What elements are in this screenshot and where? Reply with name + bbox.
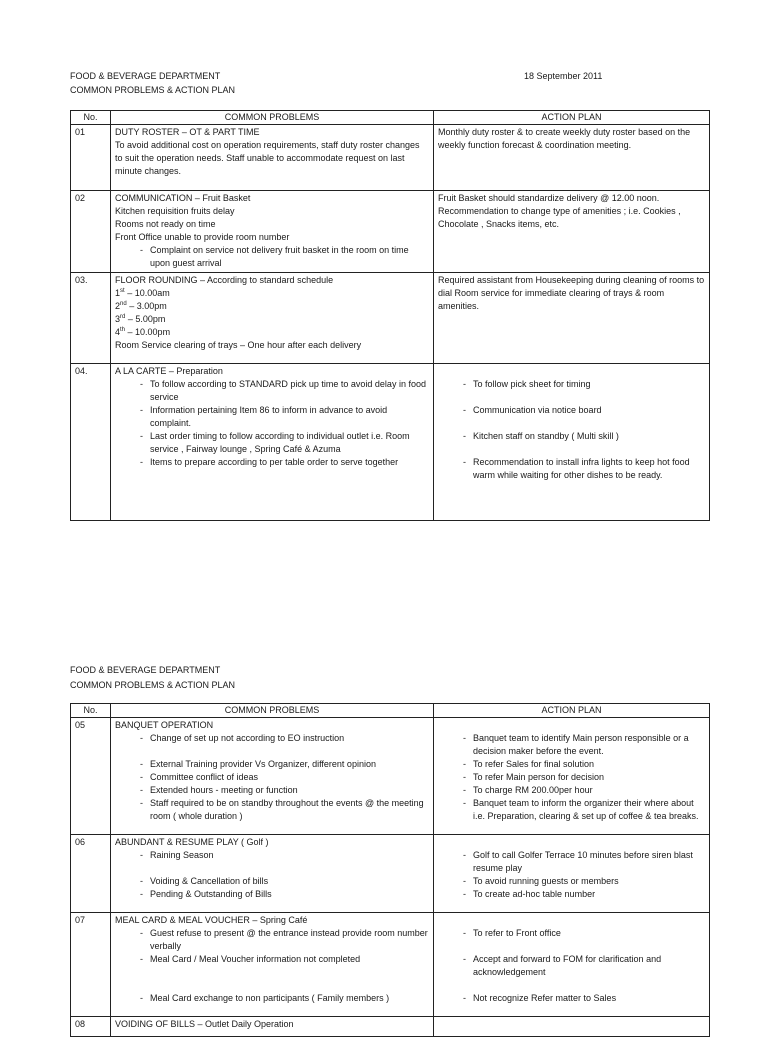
problem-cell: [111, 125, 434, 191]
problem-line: Front Office unable to provide room number: [115, 232, 290, 242]
action-bullet: - To charge RM 200.00per hour: [438, 784, 705, 797]
problem-cell: [111, 1017, 434, 1037]
schedule-time: 3rd – 5.00pm: [115, 314, 166, 324]
table-header-row: [71, 111, 710, 125]
problem-bullet: - Meal Card / Meal Voucher information not completed: [115, 953, 429, 966]
problem-bullet: - Information pertaining Item 86 to inform in advance to avoid complaint.: [115, 404, 429, 430]
problem-cell: [111, 364, 434, 521]
problem-line: Rooms not ready on time: [115, 219, 216, 229]
problem-title: BANQUET OPERATION: [115, 720, 214, 730]
problem-bullet: - Guest refuse to present @ the entrance instead provide room number verbally: [115, 927, 429, 953]
action-bullet: - Recommendation to install infra lights to keep hot food warm while waiting for other dishes to be ready.: [438, 456, 705, 482]
action-cell: Required assistant from Housekeeping during cleaning of rooms to dial Room service for immediate clearing of trays & room amenities.: [434, 273, 710, 364]
problems-table-2: [70, 703, 710, 1037]
problem-cell: [111, 835, 434, 913]
document-date: 18 September 2011: [524, 71, 603, 81]
row-number: 04.: [71, 364, 111, 521]
row-number: 02: [71, 191, 111, 273]
problem-bullet: - Items to prepare according to per table order to serve together: [115, 456, 429, 469]
action-bullet: - To follow pick sheet for timing: [438, 378, 705, 391]
row-number: 08: [71, 1017, 111, 1037]
header-problems: COMMON PROBLEMS: [111, 704, 434, 718]
action-bullet: - Not recognize Refer matter to Sales: [438, 992, 705, 1005]
problem-bullet: - Last order timing to follow according to individual outlet i.e. Room service , Fairway lounge , Spring Café & Azuma: [115, 430, 429, 456]
table-row: [71, 913, 710, 1017]
table-row: [71, 718, 710, 835]
table-row: [71, 835, 710, 913]
action-cell: Monthly duty roster & to create weekly duty roster based on the weekly function forecast & coordination meeting.: [434, 125, 710, 191]
department-title: FOOD & BEVERAGE DEPARTMENT: [70, 665, 221, 675]
row-number: 03.: [71, 273, 111, 364]
problem-bullet: - Change of set up not according to EO instruction: [115, 732, 429, 745]
table-header-row: [71, 704, 710, 718]
action-cell: [434, 835, 710, 913]
problem-cell: [111, 718, 434, 835]
problem-cell: [111, 913, 434, 1017]
problem-bullet: - Voiding & Cancellation of bills: [115, 875, 429, 888]
table-row: [71, 191, 710, 273]
problem-bullet: - Meal Card exchange to non participants ( Family members ): [115, 992, 429, 1005]
problem-bullet: - Extended hours - meeting or function: [115, 784, 429, 797]
schedule-time: 4th – 10.00pm: [115, 327, 171, 337]
table-row: [71, 364, 710, 521]
header-problems: COMMON PROBLEMS: [111, 111, 434, 125]
action-cell: [434, 718, 710, 835]
problem-bullet: - Complaint on service not delivery fruit basket in the room on time upon guest arrival: [115, 244, 429, 270]
row-number: 05: [71, 718, 111, 835]
action-bullet: - To avoid running guests or members: [438, 875, 705, 888]
row-number: 01: [71, 125, 111, 191]
problem-title: ABUNDANT & RESUME PLAY ( Golf ): [115, 837, 269, 847]
header-no: No.: [71, 111, 111, 125]
schedule-time: 2nd – 3.00pm: [115, 301, 167, 311]
table-row: [71, 273, 710, 364]
action-bullet: - To create ad-hoc table number: [438, 888, 705, 901]
action-bullet: - To refer to Front office: [438, 927, 705, 940]
problem-title: COMMUNICATION – Fruit Basket: [115, 193, 251, 203]
action-bullet: - Banquet team to inform the organizer their where about i.e. Preparation, clearing & set up of coffee & tea breaks.: [438, 797, 705, 823]
document-subtitle: COMMON PROBLEMS & ACTION PLAN: [70, 680, 236, 690]
problem-title: A LA CARTE – Preparation: [115, 366, 223, 376]
row-number: 06: [71, 835, 111, 913]
row-number: 07: [71, 913, 111, 1017]
action-cell: [434, 913, 710, 1017]
table-row: [71, 125, 710, 191]
problem-title: VOIDING OF BILLS – Outlet Daily Operation: [115, 1019, 294, 1029]
problem-title: MEAL CARD & MEAL VOUCHER – Spring Café: [115, 915, 308, 925]
action-bullet: - Golf to call Golfer Terrace 10 minutes before siren blast resume play: [438, 849, 705, 875]
problems-table-1: [70, 110, 710, 521]
department-title: FOOD & BEVERAGE DEPARTMENT: [70, 71, 221, 81]
table-row: [71, 1017, 710, 1037]
problem-title: FLOOR ROUNDING – According to standard schedule: [115, 275, 334, 285]
action-cell: [434, 364, 710, 521]
action-bullet: - Communication via notice board: [438, 404, 705, 417]
problem-bullet: - To follow according to STANDARD pick up time to avoid delay in food service: [115, 378, 429, 404]
document-subtitle: COMMON PROBLEMS & ACTION PLAN: [70, 85, 236, 95]
action-cell: Fruit Basket should standardize delivery @ 12.00 noon. Recommendation to change type of amenities ; i.e. Cookies , Chocolate , Snacks items, etc.: [434, 191, 710, 273]
problem-line: Kitchen requisition fruits delay: [115, 206, 235, 216]
action-bullet: - Kitchen staff on standby ( Multi skill ): [438, 430, 705, 443]
problem-text: To avoid additional cost on operation requirements, staff duty roster changes to suit the operation needs. Staff unable to accommodate request on last minute changes.: [115, 140, 420, 176]
schedule-time: 1st – 10.00am: [115, 288, 170, 298]
action-bullet: - To refer Sales for final solution: [438, 758, 705, 771]
problem-cell: [111, 273, 434, 364]
problem-bullet: - Pending & Outstanding of Bills: [115, 888, 429, 901]
problem-line: Room Service clearing of trays – One hour after each delivery: [115, 340, 362, 350]
action-bullet: - To refer Main person for decision: [438, 771, 705, 784]
header-action: ACTION PLAN: [434, 111, 710, 125]
problem-bullet: - Raining Season: [115, 849, 429, 862]
problem-cell: [111, 191, 434, 273]
problem-bullet: - Staff required to be on standby throughout the events @ the meeting room ( whole duration ): [115, 797, 429, 823]
action-cell: [434, 1017, 710, 1037]
header-action: ACTION PLAN: [434, 704, 710, 718]
action-bullet: - Banquet team to identify Main person responsible or a decision maker before the event.: [438, 732, 705, 758]
action-bullet: - Accept and forward to FOM for clarification and acknowledgement: [438, 953, 705, 979]
problem-title: DUTY ROSTER – OT & PART TIME: [115, 127, 260, 137]
problem-bullet: - External Training provider Vs Organizer, different opinion: [115, 758, 429, 771]
header-no: No.: [71, 704, 111, 718]
problem-bullet: - Committee conflict of ideas: [115, 771, 429, 784]
